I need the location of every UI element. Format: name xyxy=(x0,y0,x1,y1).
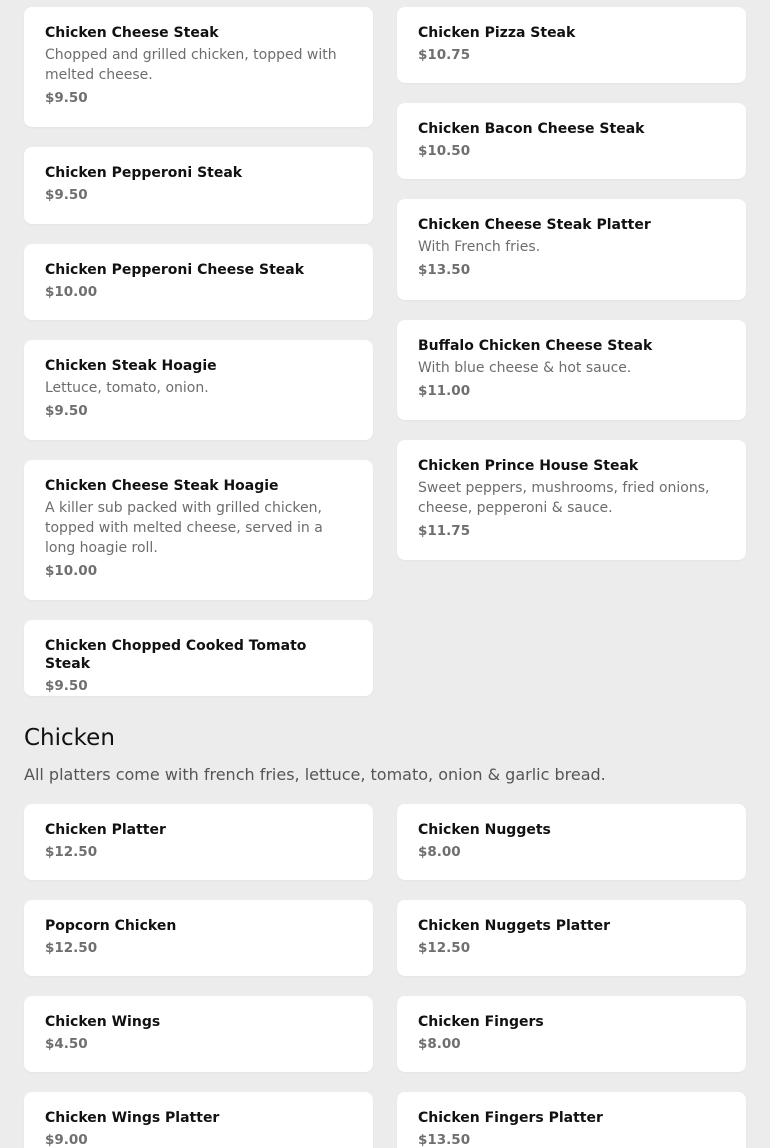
menu-item-card[interactable] xyxy=(397,996,746,1072)
menu-item-name: Chicken Cheese Steak Platter xyxy=(418,217,651,233)
menu-item-price: $9.00 xyxy=(45,1132,88,1148)
menu-item-name: Chicken Wings Platter xyxy=(45,1110,220,1126)
menu-item-description: Sweet peppers, mushrooms, fried onions, cheese, pepperoni & sauce. xyxy=(418,480,710,516)
menu-item-description: With French fries. xyxy=(418,239,541,255)
menu-item-description: Lettuce, tomato, onion. xyxy=(45,380,209,396)
section-title: Chicken xyxy=(24,725,115,751)
menu-item-price: $10.50 xyxy=(418,143,471,159)
menu-item-price: $9.50 xyxy=(45,678,88,694)
menu-item-card[interactable] xyxy=(397,320,746,420)
menu-item-card[interactable] xyxy=(24,244,373,320)
menu-item-name: Chicken Nuggets xyxy=(418,822,551,838)
menu-item-price: $10.75 xyxy=(418,47,471,63)
menu-item-description: With blue cheese & hot sauce. xyxy=(418,360,632,376)
menu-item-name: Chicken Wings xyxy=(45,1014,161,1030)
menu-item-name: Chicken Chopped Cooked Tomato Steak xyxy=(45,638,307,672)
menu-item-name: Chicken Steak Hoagie xyxy=(45,358,217,374)
menu-item-price: $12.50 xyxy=(418,940,471,956)
menu-item-card[interactable] xyxy=(397,1092,746,1148)
menu-item-card[interactable] xyxy=(24,7,373,127)
menu-item-name: Popcorn Chicken xyxy=(45,918,177,934)
menu-item-description: A killer sub packed with grilled chicken, topped with melted cheese, served in a long hoagie roll. xyxy=(45,500,323,556)
menu-item-card[interactable] xyxy=(397,804,746,880)
menu-item-name: Chicken Fingers xyxy=(418,1014,544,1030)
menu-item-card[interactable] xyxy=(24,460,373,600)
menu-item-price: $10.00 xyxy=(45,284,98,300)
menu-item-name: Buffalo Chicken Cheese Steak xyxy=(418,338,653,354)
menu-item-card[interactable] xyxy=(24,1092,373,1148)
menu-item-name: Chicken Fingers Platter xyxy=(418,1110,603,1126)
menu-item-name: Chicken Bacon Cheese Steak xyxy=(418,121,645,137)
menu-item-price: $9.50 xyxy=(45,403,88,419)
menu-item-price: $13.50 xyxy=(418,262,471,278)
menu-item-description: Chopped and grilled chicken, topped with melted cheese. xyxy=(45,47,337,83)
menu-item-price: $12.50 xyxy=(45,844,98,860)
menu-item-name: Chicken Pepperoni Cheese Steak xyxy=(45,262,305,278)
menu-item-name: Chicken Nuggets Platter xyxy=(418,918,611,934)
menu-item-card[interactable] xyxy=(24,900,373,976)
menu-item-name: Chicken Prince House Steak xyxy=(418,458,639,474)
menu-item-card[interactable] xyxy=(397,199,746,300)
menu-item-card[interactable] xyxy=(24,340,373,440)
menu-item-card[interactable] xyxy=(24,996,373,1072)
menu-item-card[interactable] xyxy=(397,7,746,83)
menu-item-card[interactable] xyxy=(397,900,746,976)
menu-item-name: Chicken Platter xyxy=(45,822,166,838)
menu-item-price: $13.50 xyxy=(418,1132,471,1148)
menu-item-card[interactable] xyxy=(397,103,746,179)
menu-item-price: $4.50 xyxy=(45,1036,88,1052)
menu-item-name: Chicken Cheese Steak Hoagie xyxy=(45,478,279,494)
menu-item-price: $11.00 xyxy=(418,383,471,399)
menu-item-card[interactable] xyxy=(24,804,373,880)
menu-item-price: $10.00 xyxy=(45,563,98,579)
menu-item-name: Chicken Cheese Steak xyxy=(45,25,219,41)
menu-item-price: $9.50 xyxy=(45,187,88,203)
menu-item-card[interactable] xyxy=(24,620,373,696)
section-subtitle: All platters come with french fries, lettuce, tomato, onion & garlic bread. xyxy=(24,765,606,784)
menu-item-price: $12.50 xyxy=(45,940,98,956)
menu-item-name: Chicken Pizza Steak xyxy=(418,25,576,41)
menu-item-card[interactable] xyxy=(397,440,746,560)
menu-item-price: $8.00 xyxy=(418,844,461,860)
menu-item-price: $11.75 xyxy=(418,523,471,539)
menu-item-card[interactable] xyxy=(24,147,373,224)
menu-item-name: Chicken Pepperoni Steak xyxy=(45,165,243,181)
menu-item-price: $8.00 xyxy=(418,1036,461,1052)
menu-item-price: $9.50 xyxy=(45,90,88,106)
